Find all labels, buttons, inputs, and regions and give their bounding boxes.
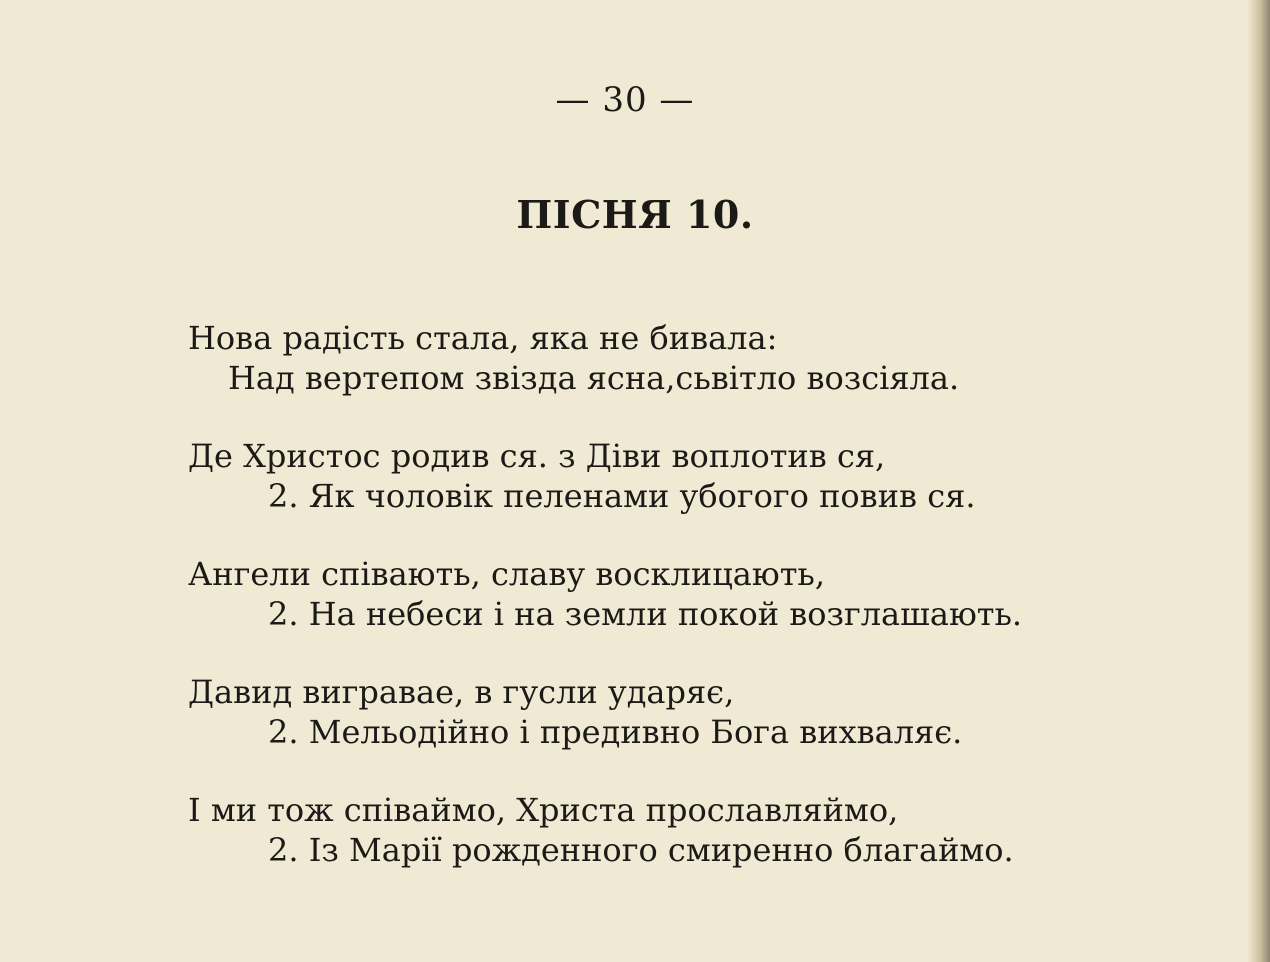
stanza-line: 2. На небеси і на земли покой возглашають. xyxy=(268,595,1023,633)
stanza-line: Де Христос родив ся. з Діви воплотив ся, xyxy=(188,437,886,475)
stanza-line: 2. Із Марії рожденного смиренно благаймо. xyxy=(268,831,1014,869)
stanza-line: 2. Як чоловік пеленами убогого повив ся. xyxy=(268,477,976,515)
page-number: — 30 — xyxy=(555,80,695,120)
stanza-line: Давид вигравае, в гусли ударяє, xyxy=(188,673,735,711)
stanza-line: Над вертепом звізда ясна,сьвітло возсіяла. xyxy=(228,359,960,397)
stanza-line: Нова радість стала, яка не бивала: xyxy=(188,319,778,357)
song-title: ПІСНЯ 10. xyxy=(516,192,754,237)
stanza xyxy=(188,790,1228,870)
stanza xyxy=(188,554,1228,634)
stanza-line: І ми тож співаймо, Христа прославляймо, xyxy=(188,791,899,829)
stanza-line: 2. Мельодійно і предивно Бога вихваляє. xyxy=(268,713,963,751)
stanza xyxy=(188,436,1228,516)
stanza xyxy=(188,672,1228,752)
page-binding-edge xyxy=(1248,0,1270,962)
stanza-line: Ангели співають, славу восклицають, xyxy=(188,555,826,593)
poem-text xyxy=(188,318,1228,908)
stanza xyxy=(188,318,1228,398)
